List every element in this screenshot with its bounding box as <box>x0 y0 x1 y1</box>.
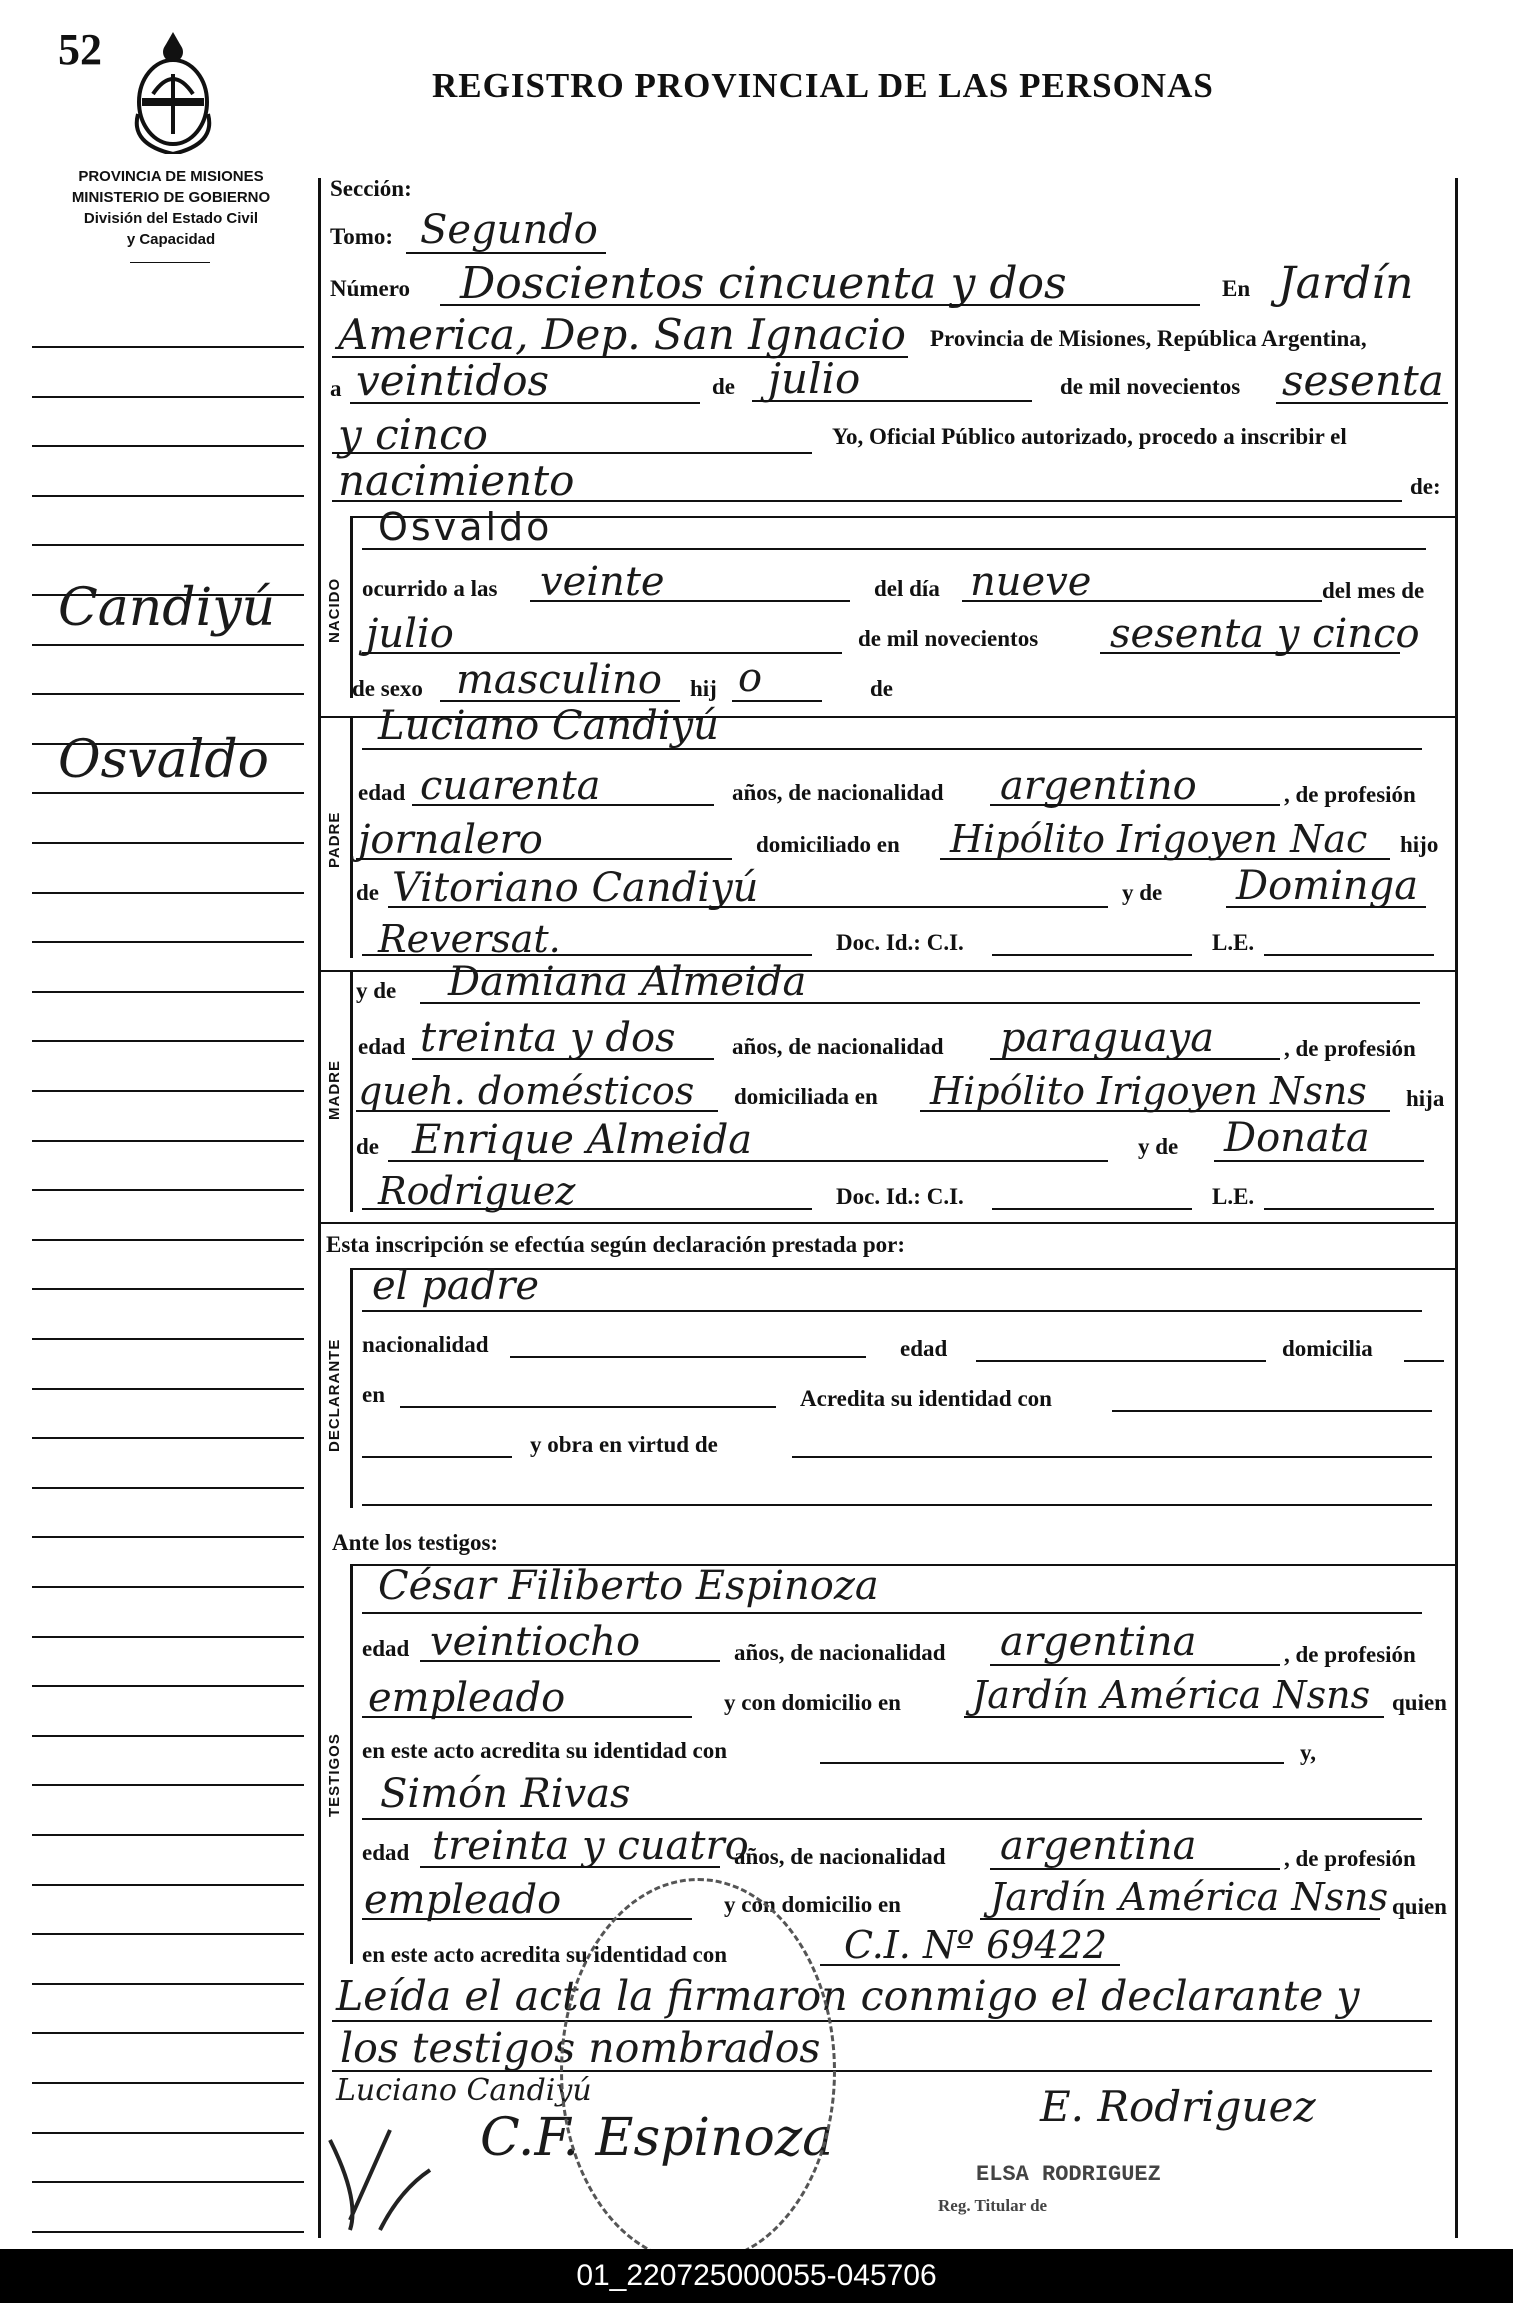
margin-rule <box>32 1933 304 1935</box>
inscripcion-text: Esta inscripción se efectúa según declaración prestada por: <box>326 1232 906 1257</box>
t1-quien-label: quien <box>1392 1690 1447 1715</box>
day-value: veintidos <box>356 356 550 405</box>
margin-rule <box>32 644 304 646</box>
numero-value: Doscientos cincuenta y dos <box>460 258 1067 309</box>
declarante-edad-label: edad <box>900 1336 948 1361</box>
margin-rule <box>32 2231 304 2233</box>
margin-rule <box>32 892 304 894</box>
t1-acredita-label: en este acto acredita su identidad con <box>362 1738 728 1763</box>
declarante-obra-label: y obra en virtud de <box>530 1432 718 1457</box>
testigos-ante-label: Ante los testigos: <box>332 1530 499 1555</box>
t2-dom-value: Jardín América Nsns <box>990 1875 1389 1919</box>
declarante-acredita-label: Acredita su identidad con <box>800 1386 1052 1411</box>
del-mes-label: del mes de <box>1322 578 1425 603</box>
issuer-line-3: División del Estado Civil <box>83 210 259 227</box>
t2-quien-label: quien <box>1392 1894 1447 1919</box>
madre-edad-label: edad <box>358 1034 406 1059</box>
margin-rule <box>32 1239 304 1241</box>
hij-label: hij <box>690 676 717 701</box>
padre-nac-label: años, de nacionalidad <box>732 780 944 805</box>
ocurrido-label: ocurrido a las <box>362 576 498 601</box>
t1-y-label: y, <box>1300 1740 1316 1765</box>
margin-rule <box>32 1586 304 1588</box>
madre-father-value: Enrique Almeida <box>412 1117 753 1163</box>
year-value-1: sesenta <box>1282 356 1444 405</box>
closing-line-2: los testigos nombrados <box>340 2024 821 2072</box>
margin-rule <box>32 1388 304 1390</box>
margin-rule <box>32 2181 304 2183</box>
margin-given-name: Osvaldo <box>58 730 269 790</box>
a-label: a <box>330 376 342 401</box>
margin-rule <box>32 991 304 993</box>
padre-mother-value-1: Dominga <box>1236 863 1419 909</box>
madre-name: Damiana Almeida <box>448 959 807 1005</box>
t2-nac-value: argentina <box>1000 1823 1197 1869</box>
section-label-nacido: NACIDO <box>326 577 343 643</box>
issuer-block <box>36 166 306 250</box>
t1-nac-label: años, de nacionalidad <box>734 1640 946 1665</box>
t2-acredita-value: C.I. Nº 69422 <box>844 1923 1108 1967</box>
section-label-declarante: DECLARANTE <box>326 1338 343 1452</box>
section-label-testigos: TESTIGOS <box>326 1733 343 1817</box>
madre-y-de2-label: y de <box>1138 1134 1179 1159</box>
issuer-line-2: MINISTERIO DE GOBIERNO <box>71 189 271 206</box>
anio-value: sesenta y cinco <box>1110 611 1420 657</box>
closing-line-1: Leída el acta la firmaron conmigo el declarante y <box>336 1972 1360 2020</box>
margin-rule <box>32 396 304 398</box>
t1-prof-value: empleado <box>368 1675 566 1721</box>
madre-prof-value: queh. domésticos <box>358 1069 695 1113</box>
declarante-nac-label: nacionalidad <box>362 1332 489 1357</box>
margin-rule <box>32 2132 304 2134</box>
margin-rule <box>32 1636 304 1638</box>
madre-dom-label: domiciliada en <box>734 1084 878 1109</box>
t2-acredita-label: en este acto acredita su identidad con <box>362 1942 728 1967</box>
madre-edad-value: treinta y dos <box>420 1015 676 1061</box>
padre-dom-label: domiciliado en <box>756 832 900 857</box>
padre-name: Luciano Candiyú <box>378 703 719 749</box>
madre-nac-value: paraguaya <box>1000 1015 1215 1061</box>
acto-value: nacimiento <box>338 456 575 505</box>
national-emblem-icon <box>128 24 218 154</box>
madre-nac-label: años, de nacionalidad <box>732 1034 944 1059</box>
sexo-label: de sexo <box>352 676 423 701</box>
oficial-text: Yo, Oficial Público autorizado, procedo a inscribir el <box>832 424 1347 449</box>
provincia-text: Provincia de Misiones, República Argentina, <box>930 326 1367 351</box>
madre-le-label: L.E. <box>1212 1184 1255 1209</box>
madre-doc-label: Doc. Id.: C.I. <box>836 1184 964 1209</box>
page-title: REGISTRO PROVINCIAL DE LAS PERSONAS <box>432 66 1214 105</box>
t1-dom-label: y con domicilio en <box>724 1690 901 1715</box>
signature-3: E. Rodriguez <box>1040 2082 1316 2131</box>
stamp-text: ELSA RODRIGUEZ <box>976 2162 1161 2187</box>
t2-prof-label: , de profesión <box>1284 1846 1416 1871</box>
sexo-value: masculino <box>456 657 662 703</box>
margin-rule <box>32 1834 304 1836</box>
t1-dom-value: Jardín América Nsns <box>972 1673 1371 1717</box>
padre-father-value: Vitoriano Candiyú <box>392 865 759 911</box>
de-label: de <box>712 374 735 399</box>
margin-rule <box>32 1437 304 1439</box>
margin-rule <box>32 1487 304 1489</box>
t1-edad-label: edad <box>362 1636 410 1661</box>
margin-rule <box>32 1338 304 1340</box>
numero-label: Número <box>330 276 411 301</box>
official-stamp <box>560 1878 836 2264</box>
padre-edad-label: edad <box>358 780 406 805</box>
margin-rule <box>32 2082 304 2084</box>
stamp-sub: Reg. Titular de <box>938 2196 1048 2215</box>
margin-rule <box>32 1735 304 1737</box>
year-value-2: y cinco <box>338 410 488 459</box>
margin-rule <box>32 693 304 695</box>
declarante-dom-label: domicilia <box>1282 1336 1373 1361</box>
padre-dom-value: Hipólito Irigoyen Nac <box>950 817 1368 861</box>
t1-prof-label: , de profesión <box>1284 1642 1416 1667</box>
margin-rule <box>32 346 304 348</box>
t2-dom-label: y con domicilio en <box>724 1892 901 1917</box>
padre-mother-value-2: Reversat. <box>378 917 561 961</box>
margin-rule <box>32 2032 304 2034</box>
hij-value: o <box>738 655 763 701</box>
anio-label: de mil novecientos <box>858 626 1039 651</box>
declarante-en-label: en <box>362 1382 385 1407</box>
t1-edad-value: veintiocho <box>430 1619 641 1665</box>
en-value-1: Jardín <box>1278 258 1414 309</box>
margin-rule <box>32 495 304 497</box>
month-value: julio <box>768 354 861 403</box>
madre-dom-value: Hipólito Irigoyen Nsns <box>930 1069 1367 1113</box>
margin-rule <box>32 1884 304 1886</box>
t2-edad-value: treinta y cuatro <box>432 1823 749 1869</box>
margin-rule <box>32 1189 304 1191</box>
margin-rule <box>32 1040 304 1042</box>
hora-value: veinte <box>540 559 665 605</box>
de-colon: de: <box>1410 474 1441 499</box>
madre-mother-value-1: Donata <box>1224 1115 1370 1161</box>
page-number: 52 <box>58 25 102 74</box>
signature-2: C.F. Espinoza <box>480 2108 834 2168</box>
margin-rule <box>32 445 304 447</box>
document-id-footer: 01_220725000055-045706 <box>0 2249 1513 2303</box>
en-label: En <box>1222 276 1251 301</box>
padre-hijo-label: hijo <box>1400 832 1439 857</box>
padre-nac-value: argentino <box>1000 763 1197 809</box>
seccion-label: Sección: <box>330 176 412 201</box>
section-label-madre: MADRE <box>326 1060 343 1120</box>
t2-edad-label: edad <box>362 1840 410 1865</box>
padre-prof-value: jornalero <box>358 817 543 863</box>
padre-prof-label: , de profesión <box>1284 782 1416 807</box>
padre-y-de-label: y de <box>1122 880 1163 905</box>
margin-rule <box>32 544 304 546</box>
madre-hija-label: hija <box>1406 1086 1445 1111</box>
year-label: de mil novecientos <box>1060 374 1241 399</box>
issuer-line-1: PROVINCIA DE MISIONES <box>78 168 264 185</box>
margin-rule <box>32 1090 304 1092</box>
margin-surname: Candiyú <box>58 578 276 638</box>
en-value-2: America, Dep. San Ignacio <box>338 310 906 359</box>
tomo-value: Segundo <box>420 207 598 253</box>
signature-scribble-icon <box>320 2110 500 2240</box>
t2-name: Simón Rivas <box>380 1771 631 1817</box>
padre-de-label: de <box>356 880 379 905</box>
margin-rule <box>32 1140 304 1142</box>
margin-rule <box>32 842 304 844</box>
tomo-label: Tomo: <box>330 224 394 249</box>
madre-y-de-label: y de <box>356 978 397 1003</box>
margin-rule <box>32 941 304 943</box>
madre-de-label: de <box>356 1134 379 1159</box>
nacido-name: Osvaldo <box>378 505 553 549</box>
hij-de-label: de <box>870 676 893 701</box>
t2-nac-label: años, de nacionalidad <box>734 1844 946 1869</box>
del-dia-label: del día <box>874 576 940 601</box>
madre-prof-label: , de profesión <box>1284 1036 1416 1061</box>
margin-rule <box>32 1288 304 1290</box>
madre-mother-value-2: Rodriguez <box>378 1169 576 1213</box>
margin-rule <box>32 792 304 794</box>
padre-edad-value: cuarenta <box>420 763 601 809</box>
padre-doc-label: Doc. Id.: C.I. <box>836 930 964 955</box>
signature-1: Luciano Candiyú <box>336 2073 592 2108</box>
margin-rule <box>32 1983 304 1985</box>
dia-value: nueve <box>970 559 1092 605</box>
margin-rule <box>32 1685 304 1687</box>
t1-name: César Filiberto Espinoza <box>378 1563 879 1609</box>
t2-prof-value: empleado <box>364 1877 562 1923</box>
t1-nac-value: argentina <box>1000 1619 1197 1665</box>
issuer-line-4: y Capacidad <box>126 231 216 248</box>
margin-rule <box>32 1536 304 1538</box>
section-label-padre: PADRE <box>326 811 343 869</box>
padre-le-label: L.E. <box>1212 930 1255 955</box>
margin-rule <box>32 1784 304 1786</box>
mes-value: julio <box>366 611 454 657</box>
declarante-value: el padre <box>372 1263 540 1309</box>
